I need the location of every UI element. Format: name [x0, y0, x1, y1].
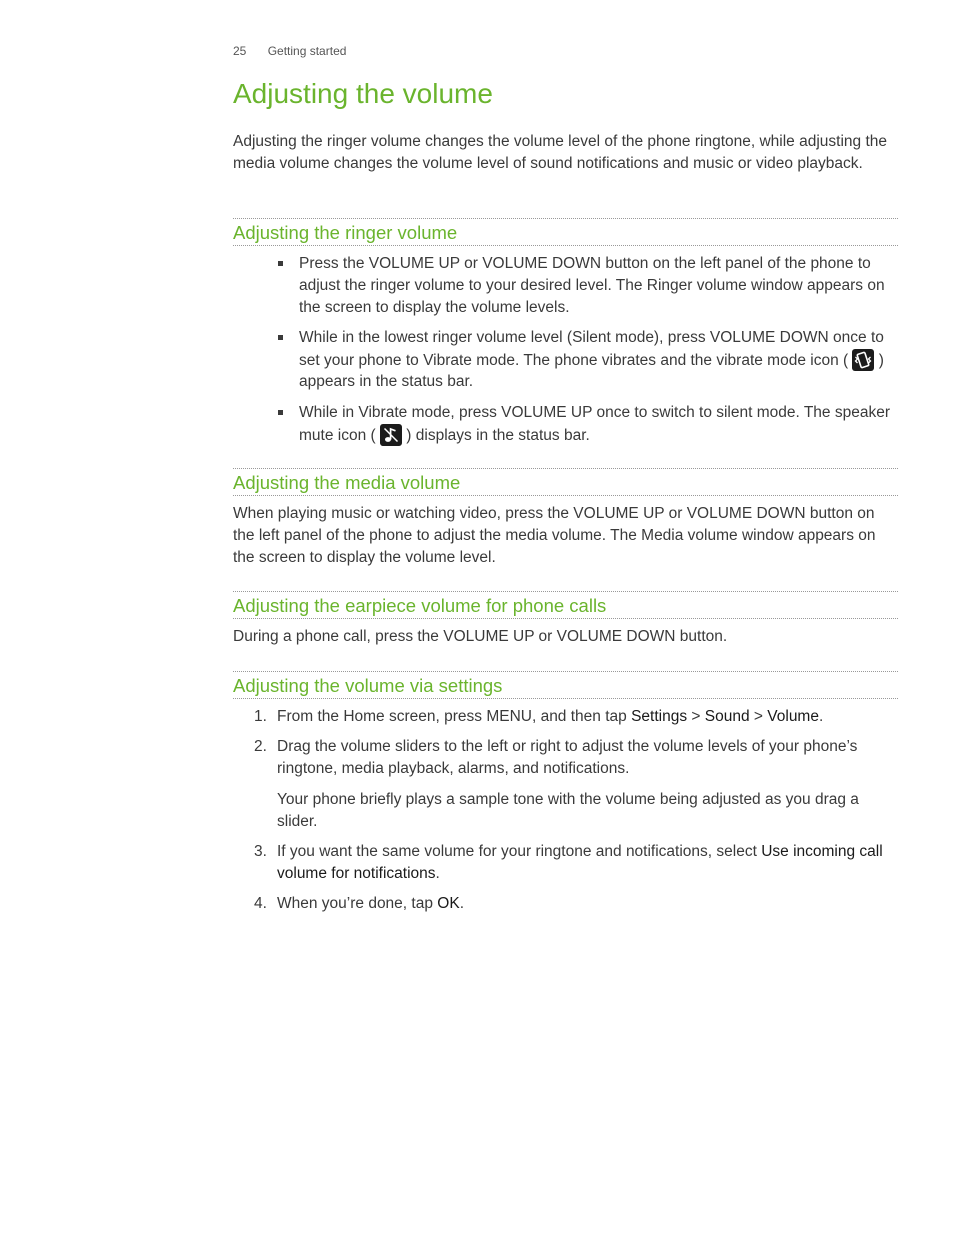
- step-number: 4.: [254, 895, 267, 913]
- list-item: [233, 706, 901, 728]
- page-number: 25: [233, 44, 247, 58]
- page-title: Adjusting the volume: [233, 78, 493, 109]
- speaker-mute-icon: [380, 424, 402, 446]
- step-text: .: [459, 895, 464, 913]
- list-item: [233, 893, 901, 915]
- step-text: .: [435, 864, 440, 882]
- section-heading-earpiece: Adjusting the earpiece volume for phone calls: [233, 591, 898, 619]
- ui-label-settings: Settings: [631, 708, 688, 725]
- section-heading-ringer: Adjusting the ringer volume: [233, 218, 898, 246]
- vibrate-mode-icon: [852, 349, 874, 371]
- list-item: [233, 841, 901, 885]
- step-text: .: [818, 708, 824, 725]
- bullet-text: ) displays in the status bar.: [406, 426, 590, 444]
- chapter-name: Getting started: [267, 44, 347, 58]
- list-item: [233, 253, 901, 318]
- section-heading-media: Adjusting the media volume: [233, 468, 898, 496]
- bullet-square-icon: [278, 410, 283, 415]
- media-paragraph: When playing music or watching video, press the VOLUME UP or VOLUME DOWN button on the left panel of the phone to adjust the media volume. The Media volume window appears on the screen to display the volume level.: [233, 505, 876, 566]
- step-text: Drag the volume sliders to the left or right to adjust the volume levels of your phone’s ringtone, media playback, alarms, and notifications.: [277, 738, 858, 778]
- step-text: When you’re done, tap: [277, 895, 438, 913]
- ringer-bullet-list: [233, 253, 901, 455]
- step-separator: >: [687, 708, 705, 725]
- bullet-text: ) appears in the status bar.: [299, 351, 884, 391]
- step-separator: >: [749, 708, 768, 725]
- ui-label-use-incoming-call-volume: Use incoming call volume for notifications: [277, 842, 883, 882]
- step-number: 3.: [254, 842, 267, 860]
- step-text: If you want the same volume for your ringtone and notifications, select: [277, 842, 762, 860]
- list-item: [233, 402, 901, 447]
- step-number: 1.: [254, 708, 267, 725]
- step-number: 2.: [254, 738, 267, 756]
- ui-label-sound: Sound: [704, 708, 750, 725]
- list-item: [233, 327, 901, 393]
- bullet-square-icon: [278, 261, 283, 266]
- bullet-text: While in the lowest ringer volume level (Silent mode), press VOLUME DOWN once to set your phone to Vibrate mode. The phone vibrates and the vibrate mode icon (: [299, 328, 884, 369]
- bullet-text: While in Vibrate mode, press VOLUME UP once to switch to silent mode. The speaker mute icon (: [299, 403, 890, 444]
- ui-label-volume: Volume: [767, 708, 819, 725]
- step-note: Your phone briefly plays a sample tone with the volume being adjusted as you drag a slider.: [277, 790, 859, 830]
- earpiece-paragraph: During a phone call, press the VOLUME UP or VOLUME DOWN button.: [233, 628, 728, 645]
- ui-label-ok: OK: [437, 895, 460, 913]
- settings-step-list: [233, 706, 901, 923]
- bullet-text: Press the VOLUME UP or VOLUME DOWN button on the left panel of the phone to adjust the ringer volume to your desired level. The Ringer volume window appears on the screen to display the volume levels.: [299, 255, 885, 316]
- section-heading-settings: Adjusting the volume via settings: [233, 671, 898, 699]
- step-text: From the Home screen, press MENU, and then tap: [277, 708, 632, 725]
- intro-paragraph: Adjusting the ringer volume changes the volume level of the phone ringtone, while adjusting the media volume changes the volume level of sound notifications and music or video playback.: [233, 133, 887, 172]
- page-header: [233, 44, 346, 58]
- list-item: [233, 736, 901, 832]
- bullet-square-icon: [278, 335, 283, 340]
